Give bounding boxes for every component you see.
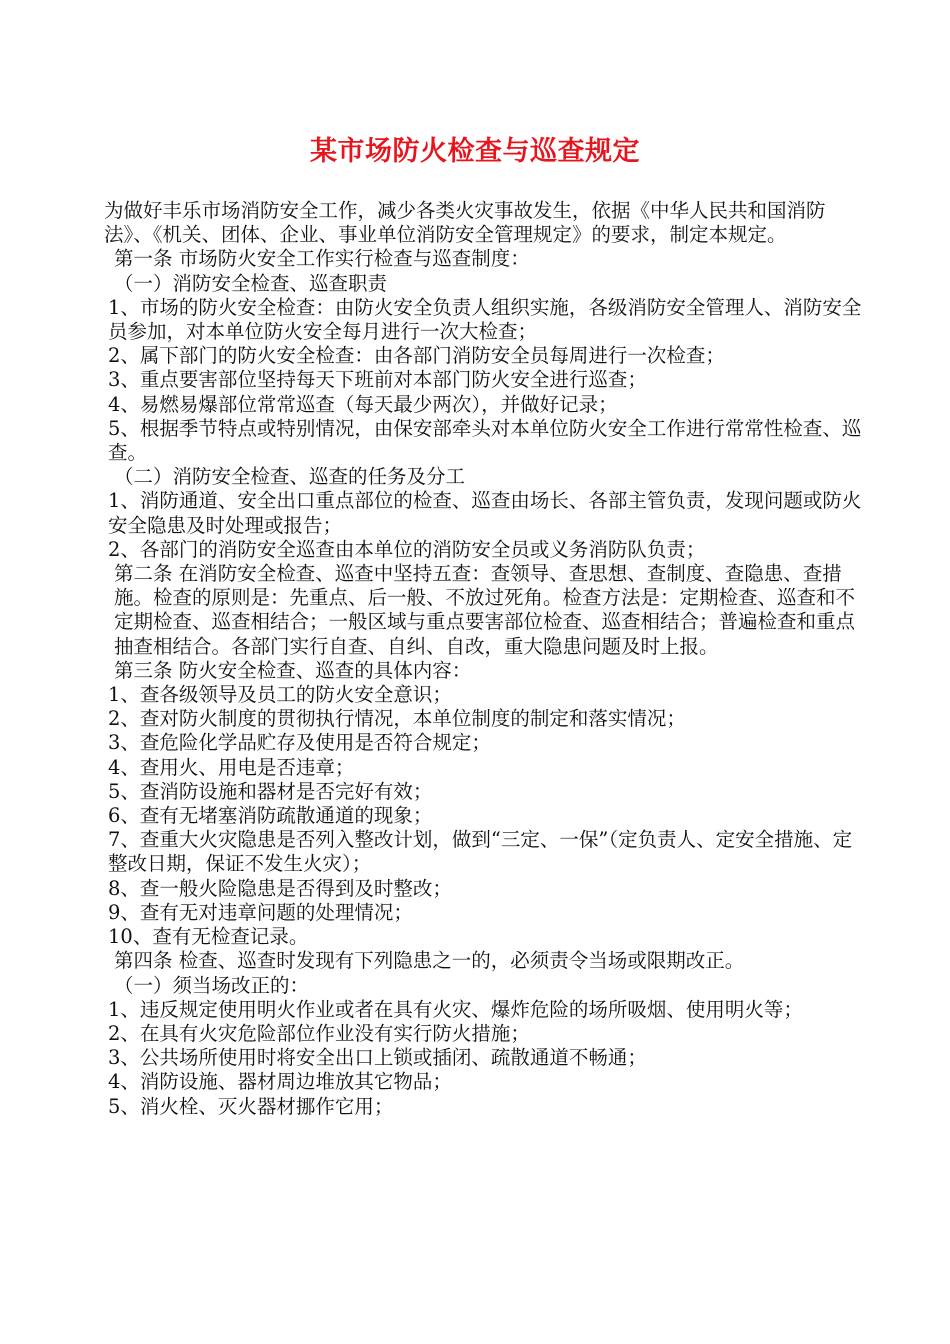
document-paragraph: （一）须当场改正的： <box>114 973 310 997</box>
document-paragraph: 5、消火栓、灭火器材挪作它用； <box>108 1094 394 1118</box>
document-paragraph: 9、查有无对违章问题的处理情况； <box>108 900 413 924</box>
document-paragraph: 7、查重大火灾隐患是否列入整改计划，做到“三定、一保”（定负责人、定安全措施、定整改日期，保证不发生火灾）； <box>108 828 853 876</box>
document-paragraph: 6、查有无堵塞消防疏散通道的现象； <box>108 804 433 828</box>
document-body <box>104 199 864 1119</box>
document-paragraph: 2、查对防火制度的贯彻执行情况，本单位制度的制定和落实情况； <box>108 707 686 731</box>
document-paragraph: 1、消防通道、安全出口重点部位的检查、巡查由场长、各部主管负责，发现问题或防火安全隐患及时处理或报告； <box>108 489 862 537</box>
document-paragraph: 4、易燃易爆部位常常巡查（每天最少两次），并做好记录； <box>108 392 618 416</box>
document-paragraph: 为做好丰乐市场消防安全工作，减少各类火灾事故发生，依据《中华人民共和国消防法》、《机关、团体、企业、事业单位消防安全管理规定》的要求，制定本规定。 <box>104 199 826 247</box>
document-paragraph: 3、重点要害部位坚持每天下班前对本部门防火安全进行巡查； <box>108 368 647 392</box>
document-paragraph: 8、查一般火险隐患是否得到及时整改； <box>108 876 452 900</box>
document-paragraph: （一）消防安全检查、巡查职责 <box>114 271 388 295</box>
document-paragraph: 第三条 防火安全检查、巡查的具体内容： <box>114 658 472 682</box>
document-paragraph: 第一条 市场防火安全工作实行检查与巡查制度： <box>114 247 530 271</box>
document-paragraph: 第四条 检查、巡查时发现有下列隐患之一的，必须责令当场或限期改正。 <box>114 949 745 973</box>
document-paragraph: 第二条 在消防安全检查、巡查中坚持五查：查领导、查思想、查制度、查隐患、查措施。检查的原则是：先重点、后一般、不放过死角。检查方法是：定期检查、巡查和不定期检查、巡查相结合；一般区域与重点要害部位检查、巡查相结合；普遍检查和重点抽查相结合。各部门实行自查、自纠、自改，重大隐患问题及时上报。 <box>114 562 856 658</box>
document-paragraph: 1、市场的防火安全检查：由防火安全负责人组织实施，各级消防安全管理人、消防安全员参加，对本单位防火安全每月进行一次大检查； <box>108 295 862 344</box>
document-paragraph: 3、查危险化学品贮存及使用是否符合规定； <box>108 731 491 755</box>
document-paragraph: （二）消防安全检查、巡查的任务及分工 <box>114 465 466 489</box>
document-paragraph: 2、各部门的消防安全巡查由本单位的消防安全员或义务消防队负责； <box>108 537 706 561</box>
document-paragraph: 1、违反规定使用明火作业或者在具有火灾、爆炸危险的场所吸烟、使用明火等； <box>108 997 803 1021</box>
document-paragraph: 3、公共场所使用时将安全出口上锁或插闭、疏散通道不畅通； <box>108 1046 647 1070</box>
document-paragraph: 4、消防设施、器材周边堆放其它物品； <box>108 1070 452 1094</box>
document-paragraph: 4、查用火、用电是否违章； <box>108 755 355 779</box>
document-paragraph: 2、属下部门的防火安全检查：由各部门消防安全员每周进行一次检查； <box>108 344 725 368</box>
document-paragraph: 5、查消防设施和器材是否完好有效； <box>108 779 433 803</box>
document-title: 某市场防火检查与巡查规定 <box>310 136 640 167</box>
document-paragraph: 10、查有无检查记录。 <box>108 925 309 949</box>
document-paragraph: 1、查各级领导及员工的防火安全意识； <box>108 683 452 707</box>
document-paragraph: 5、根据季节特点或特别情况，由保安部牵头对本单位防火安全工作进行常常性检查、巡查。 <box>108 416 862 465</box>
document-paragraph: 2、在具有火灾危险部位作业没有实行防火措施； <box>108 1021 530 1045</box>
